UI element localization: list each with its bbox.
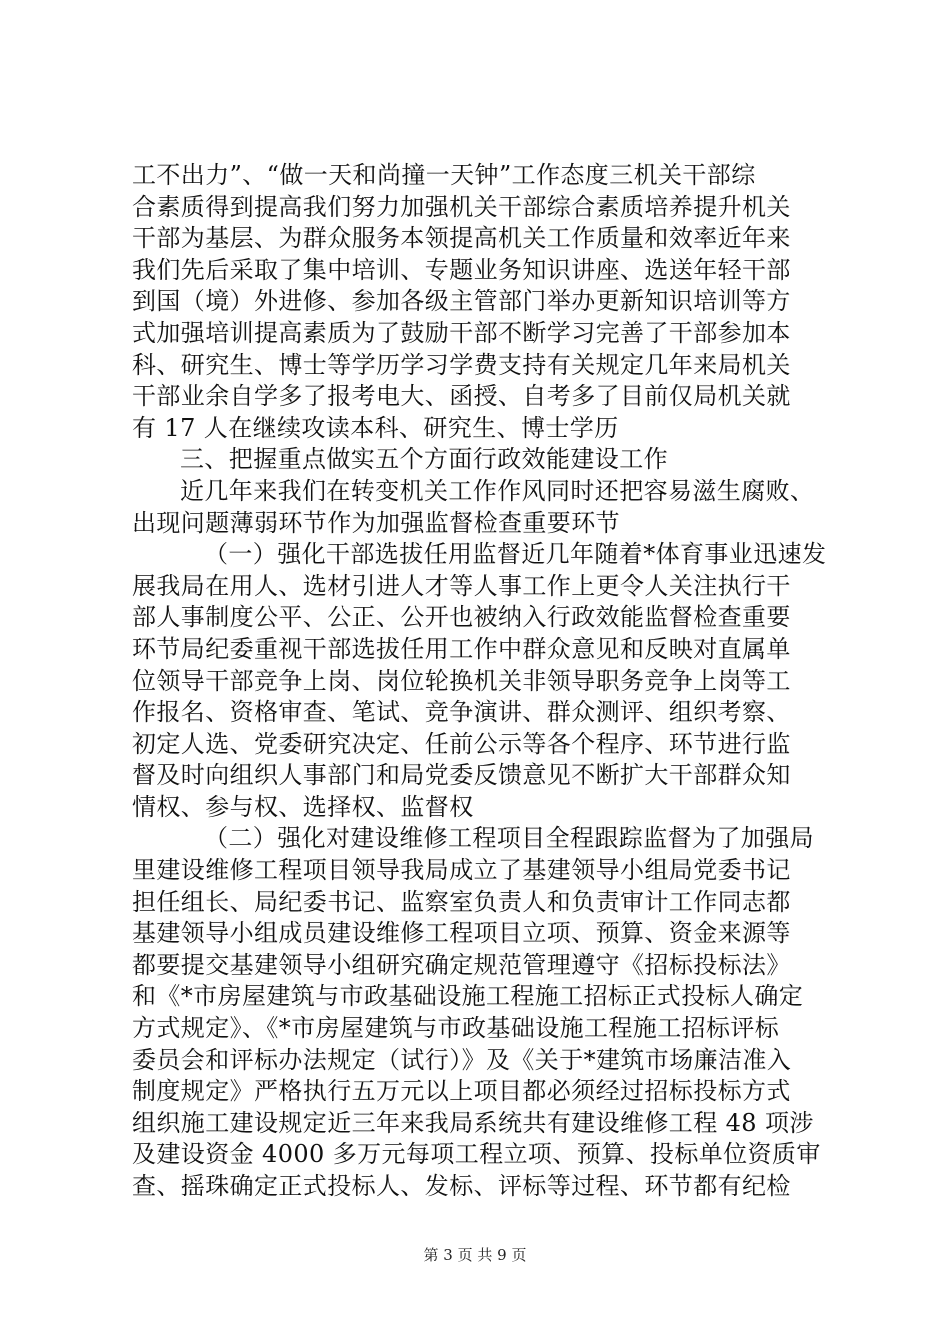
text-line: 里建设维修工程项目领导我局成立了基建领导小组局党委书记: [132, 856, 791, 885]
text-line: 环节局纪委重视干部选拔任用工作中群众意见和反映对直属单: [132, 634, 791, 663]
text-line: 基建领导小组成员建设维修工程项目立项、预算、资金来源等: [132, 919, 791, 948]
text-line: 和《*市房屋建筑与市政基础设施工程施工招标正式投标人确定: [132, 982, 804, 1011]
text-line: 初定人选、党委研究决定、任前公示等各个程序、环节进行监: [132, 729, 791, 758]
text-line: 我们先后采取了集中培训、专题业务知识讲座、选送年轻干部: [132, 255, 791, 284]
subsection-line: （一）强化干部选拔任用监督近几年随着*体育事业迅速发: [204, 540, 827, 569]
page-number-label: 第 3 页 共 9 页: [423, 1246, 527, 1264]
text-line: 情权、参与权、选择权、监督权: [132, 792, 474, 821]
text-line: 督及时向组织人事部门和局党委反馈意见不断扩大干部群众知: [132, 761, 791, 790]
subsection-line: （二）强化对建设维修工程项目全程跟踪监督为了加强局: [204, 824, 814, 853]
text-line: 有 17 人在继续攻读本科、研究生、博士学历: [132, 413, 619, 442]
text-line: 位领导干部竞争上岗、岗位轮换机关非领导职务竞争上岗等工: [132, 666, 791, 695]
text-line: 制度规定》严格执行五万元以上项目都必须经过招标投标方式: [132, 1077, 791, 1106]
text-line: 委员会和评标办法规定（试行）》及《关于*建筑市场廉洁准入: [132, 1045, 792, 1074]
text-line: 干部为基层、为群众服务本领提高机关工作质量和效率近年来: [132, 224, 791, 253]
text-line: 都要提交基建领导小组研究确定规范管理遵守《招标投标法》: [132, 950, 791, 979]
text-line: 作报名、资格审查、笔试、竞争演讲、群众测评、组织考察、: [132, 698, 791, 727]
text-line: 方式规定》、《*市房屋建筑与市政基础设施工程施工招标评标: [132, 1014, 780, 1043]
text-line: 科、研究生、博士等学历学习学费支持有关规定几年来局机关: [132, 350, 791, 379]
section-heading: 三、把握重点做实五个方面行政效能建设工作: [180, 445, 668, 474]
text-line: 近几年来我们在转变机关工作作风同时还把容易滋生腐败、: [180, 476, 815, 505]
text-line: 出现问题薄弱环节作为加强监督检查重要环节: [132, 508, 620, 537]
text-line: 组织施工建设规定近三年来我局系统共有建设维修工程 48 项涉: [132, 1108, 814, 1137]
text-line: 到国（境）外进修、参加各级主管部门举办更新知识培训等方: [132, 287, 791, 316]
text-line: 合素质得到提高我们努力加强机关干部综合素质培养提升机关: [132, 192, 791, 221]
page-footer: [0, 1244, 950, 1265]
text-line: 工不出力”、“做一天和尚撞一天钟”工作态度三机关干部综: [132, 161, 756, 189]
document-body: [132, 160, 832, 1203]
text-line: 部人事制度公平、公正、公开也被纳入行政效能监督检查重要: [132, 603, 791, 632]
text-line: 干部业余自学多了报考电大、函授、自考多了目前仅局机关就: [132, 382, 791, 411]
text-line: 查、摇珠确定正式投标人、发标、评标等过程、环节都有纪检: [132, 1172, 791, 1200]
text-line: 式加强培训提高素质为了鼓励干部不断学习完善了干部参加本: [132, 318, 791, 347]
text-line: 展我局在用人、选材引进人才等人事工作上更令人关注执行干: [132, 571, 791, 600]
text-line: 及建设资金 4000 多万元每项工程立项、预算、投标单位资质审: [132, 1140, 821, 1169]
text-line: 担任组长、局纪委书记、监察室负责人和负责审计工作同志都: [132, 887, 791, 916]
